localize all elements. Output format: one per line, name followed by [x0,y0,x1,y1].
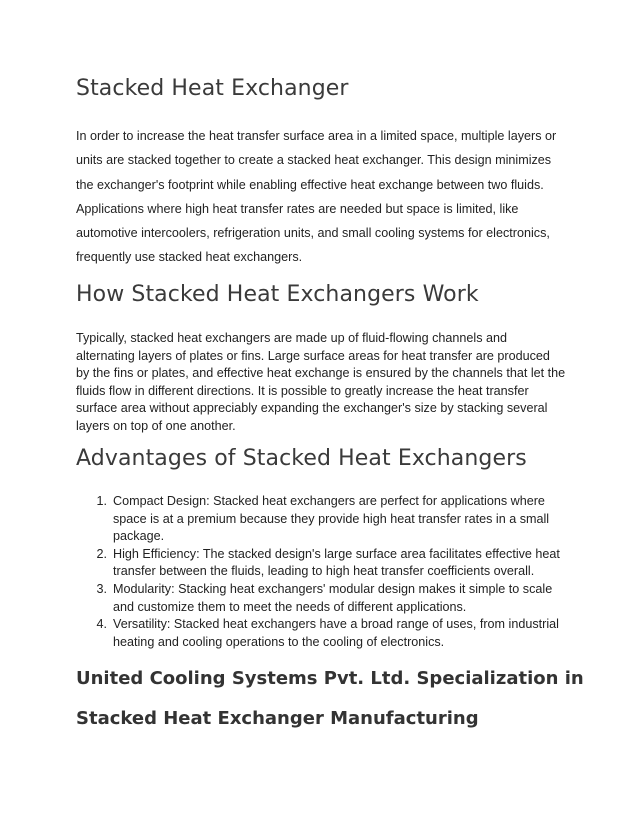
advantages-list [76,493,566,651]
list-item [76,546,566,581]
section-heading-how-it-works: How Stacked Heat Exchangers Work [76,282,479,307]
section-heading-stacked-heat-exchanger: Stacked Heat Exchanger [76,76,349,101]
list-item [76,493,566,546]
list-item-number: 1. [96,494,107,508]
list-item-number: 3. [96,581,107,596]
list-item-number: 4. [96,617,107,632]
section-heading-specialization: United Cooling Systems Pvt. Ltd. Specialization in Stacked Heat Exchanger Manufacturing [76,668,584,729]
list-item-text: Modularity: Stacking heat exchangers' modular design makes it simple to scale and customize them to meet the needs of different applications. [113,581,553,614]
list-item-text: Compact Design: Stacked heat exchangers are perfect for applications where space is at a premium because they provide high heat transfer rates in a small package. [113,494,550,544]
intro-paragraph: In order to increase the heat transfer surface area in a limited space, multiple layers or units are stacked together to create a stacked heat exchanger. This design minimizes the exchanger's footprint while enabling effective heat exchange between two fluids. Applications where high heat transfer rates are needed but space is limited, like automotive intercoolers, refrigeration units, and small cooling systems for electronics, frequently use stacked heat exchangers. [76,129,557,265]
list-item-text: Versatility: Stacked heat exchangers have a broad range of uses, from industrial heating and cooling operations to the cooling of electronics. [113,617,559,649]
list-item-text: High Efficiency: The stacked design's large surface area facilitates effective heat transfer between the fluids, leading to high heat transfer coefficients overall. [113,546,560,579]
how-it-works-paragraph: Typically, stacked heat exchangers are made up of fluid-flowing channels and alternating layers of plates or fins. Large surface areas for heat transfer are produced by the fins or plates, and effective heat exchange is ensured by the channels that let the fluids flow in different directions. It is possible to greatly increase the heat transfer surface area without appreciably expanding the exchanger's size by stacking several layers on top of one another. [76,331,566,433]
section-heading-advantages: Advantages of Stacked Heat Exchangers [76,446,527,471]
list-item-number: 2. [96,546,107,561]
list-item [76,616,566,651]
list-item [76,581,566,616]
